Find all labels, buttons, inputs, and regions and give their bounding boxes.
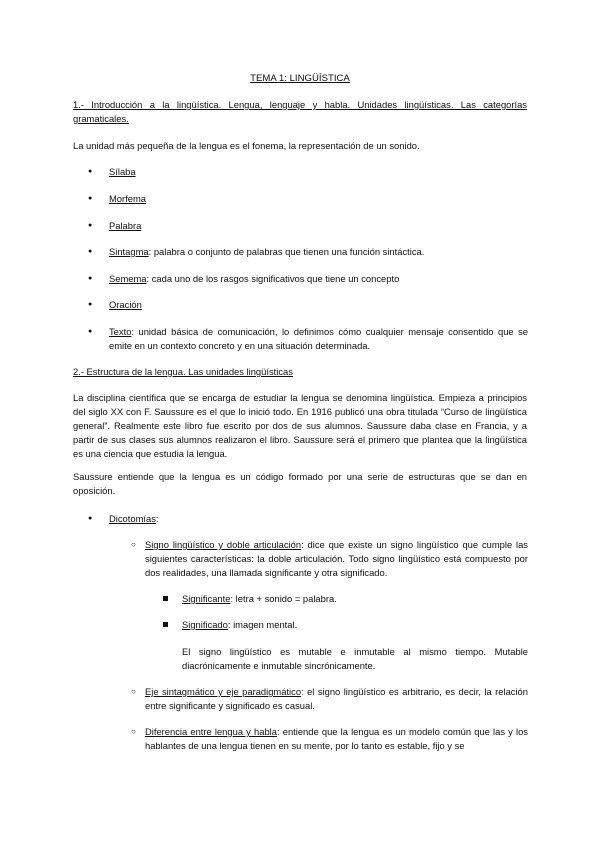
sub-sub-list-item xyxy=(163,592,528,606)
bullet-icon: ● xyxy=(88,222,93,229)
term: Palabra xyxy=(109,220,142,231)
square-bullet-icon xyxy=(163,596,168,601)
circle-bullet-icon: ○ xyxy=(131,540,136,549)
term: Significado xyxy=(182,619,228,630)
bullet-icon: ● xyxy=(88,275,93,282)
bullet-icon: ● xyxy=(88,515,93,522)
list-item xyxy=(88,325,528,353)
definition: : el signo lingüístico es arbitrario, es decir, la relación entre significante y significado es casual. xyxy=(145,686,528,711)
definition: : unidad básica de comunicación, lo definimos cómo cualquier mensaje consentido que se emite en un contexto concreto y en una situación determinada. xyxy=(109,326,528,351)
list-item xyxy=(88,298,528,312)
circle-bullet-icon: ○ xyxy=(131,687,136,696)
list-item xyxy=(88,245,528,259)
list-item xyxy=(88,272,528,286)
term: Semema xyxy=(109,273,147,284)
note-paragraph: El signo lingüístico es mutable e inmutable al mismo tiempo. Mutable diacrónicamente e inmutable sincrónicamente. xyxy=(182,646,528,671)
definition: : cada uno de los rasgos significativos que tiene un concepto xyxy=(146,273,400,284)
term: Diferencia entre lengua y habla xyxy=(145,726,277,737)
sub-list-item xyxy=(131,725,528,753)
term: Eje sintagmático y eje paradigmático xyxy=(145,686,302,697)
term: Sílaba xyxy=(109,166,136,177)
bullet-icon: ● xyxy=(88,168,93,175)
bullet-icon: ● xyxy=(88,301,93,308)
term: Sintagma xyxy=(109,246,149,257)
definition: : letra + sonido = palabra. xyxy=(230,593,337,604)
list-item-dicotomias: ● Dicotomías: xyxy=(88,513,159,524)
list-item xyxy=(88,165,528,179)
term: Significante xyxy=(182,593,231,604)
sub-list-item xyxy=(131,538,528,580)
section-2-paragraph-2: Saussure entiende que la lengua es un código formado por una serie de estructuras que se dan en oposición. xyxy=(73,471,527,496)
term: Signo lingüístico y doble articulación xyxy=(145,539,302,550)
term: Dicotomías xyxy=(109,513,156,524)
term: Texto xyxy=(109,326,132,337)
section-1-heading: 1.- Introducción a la lingüística. Lengua, lenguaje y habla. Unidades lingüísticas. Las categorías gramaticales. xyxy=(73,99,527,124)
sub-list-item xyxy=(131,685,528,713)
section-2-heading: 2.- Estructura de la lengua. Las unidades lingüísticas xyxy=(73,366,293,377)
circle-bullet-icon: ○ xyxy=(131,727,136,736)
list-item xyxy=(88,192,528,206)
section-2-paragraph-1: La disciplina científica que se encarga de estudiar la lengua se denomina lingüística. Empieza a principios del siglo XX con F. Saussure es el que lo inició todo. En 1916 publicó una obra titulada “Curso de lingüística general”. Realmente este libro fue escrito por dos de sus alumnos. Saussure daba clase en Francia, y a partir de sus clases sus alumnos realizaron el libro. Saussure será el primero que plantea que la lingüística es una ciencia que estudia la lengua. xyxy=(73,392,527,459)
list-item xyxy=(88,219,528,233)
page-title: TEMA 1: LINGÜÍSTICA xyxy=(250,73,350,84)
definition: : entiende que la lengua es un modelo común que las y los hablantes de una lengua tienen en su mente, por lo tanto es estable, fijo y se xyxy=(145,726,528,751)
bullet-icon: ● xyxy=(88,328,93,335)
definition: : dice que existe un signo lingüístico que cumple las siguientes características: la doble articulación. Todo signo lingüístico está compuesto por dos realidades, una llamada significante y otra significado. xyxy=(145,539,528,578)
definition: : imagen mental. xyxy=(227,619,298,630)
section-1-intro: La unidad más pequeña de la lengua es el fonema, la representación de un sonido. xyxy=(73,140,420,151)
term: Oración xyxy=(109,299,142,310)
square-bullet-icon xyxy=(163,622,168,627)
bullet-icon: ● xyxy=(88,248,93,255)
definition: : palabra o conjunto de palabras que tienen una función sintáctica. xyxy=(148,246,425,257)
bullet-icon: ● xyxy=(88,195,93,202)
sub-sub-list-item xyxy=(163,618,528,632)
term: Morfema xyxy=(109,193,146,204)
